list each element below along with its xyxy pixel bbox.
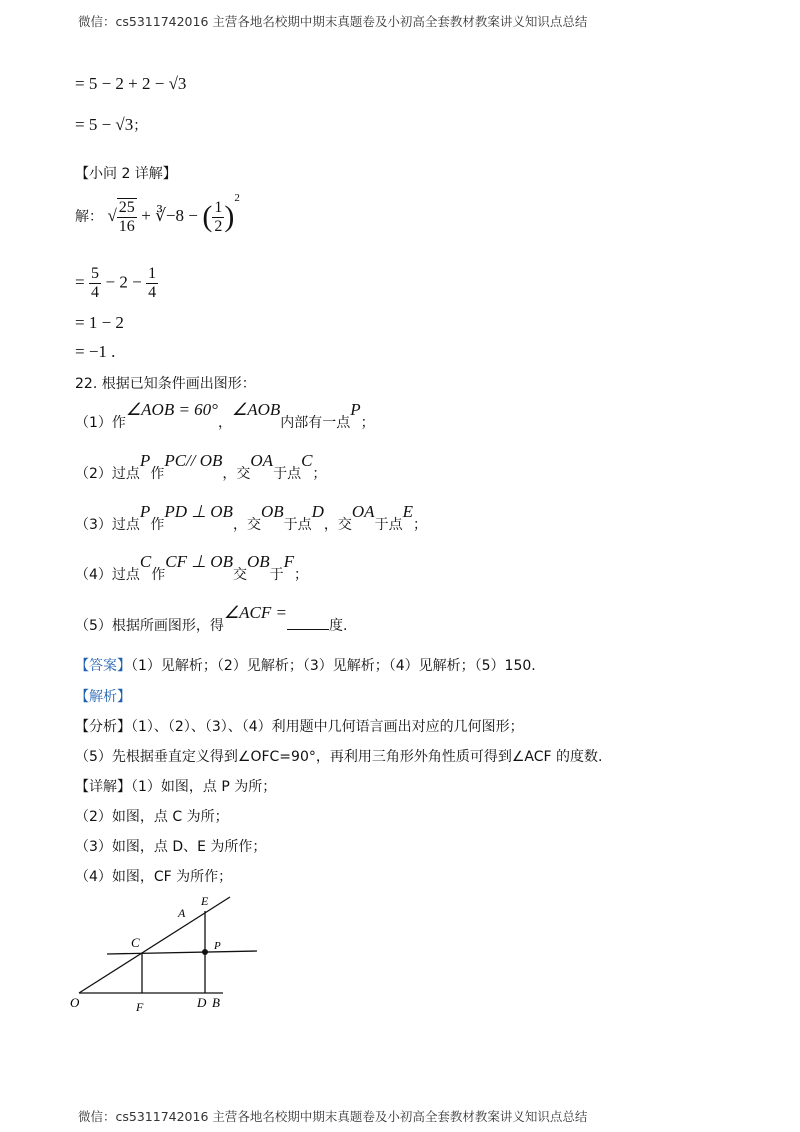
i2-d: 于点 <box>273 466 302 482</box>
sub2-jie: 解： <box>75 209 103 225</box>
i4-c: 交 <box>232 567 247 583</box>
s1-f1-den: 4 <box>91 284 100 301</box>
step-1-frac-a <box>89 265 101 302</box>
detail-line-2: （2）如图，点 C 为所； <box>75 809 229 825</box>
q22-item-2 <box>75 451 327 483</box>
fenxi-label: 【分析】 <box>75 719 131 735</box>
q22-item-4 <box>75 552 309 584</box>
sqrt-sign: √ <box>107 206 117 225</box>
i1-b: ， <box>217 415 232 431</box>
label-c: C <box>131 935 140 950</box>
step-2: = 1 − 2 <box>75 313 124 332</box>
answer-label: 【答案】 <box>75 658 131 674</box>
q22-item-5 <box>75 603 348 635</box>
s1-f2-num: 1 <box>148 265 157 282</box>
fenxi-line-1 <box>75 716 524 736</box>
calc-line-2 <box>75 115 147 135</box>
f2-den: 2 <box>214 217 223 235</box>
f1-num: 25 <box>118 199 135 216</box>
label-o: O <box>70 995 80 1010</box>
i2-m4: C <box>301 451 313 470</box>
i4-e: ； <box>294 567 309 583</box>
fenxi-line-2: （5）先根据垂直定义得到∠OFC=90°，再利用三角形外角性质可得到∠ACF 的度数. <box>75 749 603 765</box>
page-header: 微信：cs5311742016 主营各地名校期中期末真题卷及小初高全套教材教案讲义知识点总结 <box>78 14 588 29</box>
i4-m1: C <box>139 552 152 571</box>
answer-line <box>75 655 536 675</box>
i3-m1: P <box>139 502 151 521</box>
i1-c: 内部有一点 <box>280 415 351 431</box>
i3-m2: PD ⊥ OB <box>164 502 233 521</box>
analysis-label: 【解析】 <box>75 689 131 705</box>
point-p <box>202 949 208 955</box>
i5-a: （5）根据所画图形，得 <box>75 618 224 634</box>
i1-a: （1）作 <box>75 415 126 431</box>
calc-line-1: = 5 − 2 + 2 − √3 <box>75 74 187 93</box>
paren-close: ) <box>224 200 235 233</box>
label-b: B <box>212 995 220 1010</box>
i2-m1: P <box>139 451 151 470</box>
label-e: E <box>201 894 209 908</box>
i3-m4: D <box>311 502 324 521</box>
ray-oa <box>79 897 230 993</box>
step-1-frac-b <box>146 265 158 302</box>
s1-f1-num: 5 <box>91 265 100 282</box>
cube-root-term: + ∛−8 − <box>141 206 198 225</box>
answer-blank <box>287 615 329 630</box>
half-fraction <box>212 199 224 236</box>
f1-den: 16 <box>118 218 135 235</box>
i2-c: ，交 <box>222 466 251 482</box>
i2-b: 作 <box>150 466 165 482</box>
sub2-expression <box>75 192 240 236</box>
q22-item-3 <box>75 502 427 534</box>
detail-line-3: （3）如图，点 D、E 为所作； <box>75 839 267 855</box>
i3-a: （3）过点 <box>75 517 140 533</box>
detail-line-4: （4）如图，CF 为所作； <box>75 869 233 885</box>
i4-m4: F <box>283 552 295 571</box>
fenxi-text-1: （1）、（2）、（3）、（4）利用题中几何语言画出对应的几何图形； <box>131 719 524 735</box>
i1-m2: ∠AOB <box>231 400 281 419</box>
label-p: P <box>214 940 221 952</box>
q22-item-1 <box>75 400 375 432</box>
i1-m1: ∠AOB = 60° <box>125 400 218 419</box>
i5-m1: ∠ACF = <box>223 603 287 622</box>
detail-d1: （1）如图，点 P 为所； <box>131 779 277 795</box>
step-1 <box>75 265 158 302</box>
label-a: A <box>178 906 186 920</box>
i2-m2: PC// OB <box>164 451 223 470</box>
i3-m5: OA <box>351 502 375 521</box>
i4-b: 作 <box>151 567 166 583</box>
calc-line-2-expr: = 5 − √3 <box>75 115 134 134</box>
i3-g: ； <box>412 517 427 533</box>
sub2-heading: 【小问 2 详解】 <box>75 166 177 182</box>
i3-f: 于点 <box>374 517 403 533</box>
i3-d: 于点 <box>283 517 312 533</box>
step-1-eq: = <box>75 272 85 292</box>
i4-a: （4）过点 <box>75 567 140 583</box>
answer-text: （1）见解析；（2）见解析；（3）见解析；（4）见解析；（5）150. <box>131 658 536 674</box>
line-pc <box>107 951 257 954</box>
i2-m3: OA <box>250 451 274 470</box>
step-3: = −1 . <box>75 342 116 361</box>
detail-label: 【详解】 <box>75 779 131 795</box>
i3-m6: E <box>402 502 413 521</box>
paren-open: ( <box>202 200 213 233</box>
i3-m3: OB <box>260 502 284 521</box>
i4-m2: CF ⊥ OB <box>165 552 233 571</box>
sqrt-fraction <box>117 198 137 236</box>
geometry-figure <box>65 885 275 1020</box>
i2-e: ； <box>312 466 327 482</box>
page-footer: 微信：cs5311742016 主营各地名校期中期末真题卷及小初高全套教材教案讲义知识点总结 <box>78 1109 588 1124</box>
i5-b: 度. <box>329 618 348 634</box>
i4-d: 于 <box>269 567 284 583</box>
i1-m3: P <box>350 400 361 419</box>
i3-b: 作 <box>150 517 165 533</box>
i3-c: ，交 <box>232 517 261 533</box>
step-1-mid: − 2 − <box>105 272 142 292</box>
label-f: F <box>136 1000 144 1014</box>
i2-a: （2）过点 <box>75 466 140 482</box>
calc-line-2-end: ； <box>133 118 148 134</box>
f2-num: 1 <box>214 198 223 216</box>
i1-d: ； <box>360 415 375 431</box>
q22-title: 22. 根据已知条件画出图形： <box>75 376 256 392</box>
detail-line-1 <box>75 776 276 796</box>
s1-f2-den: 4 <box>148 284 157 301</box>
label-d: D <box>197 995 207 1010</box>
square-exponent: 2 <box>234 192 240 205</box>
i4-m3: OB <box>246 552 270 571</box>
i3-e: ，交 <box>323 517 352 533</box>
